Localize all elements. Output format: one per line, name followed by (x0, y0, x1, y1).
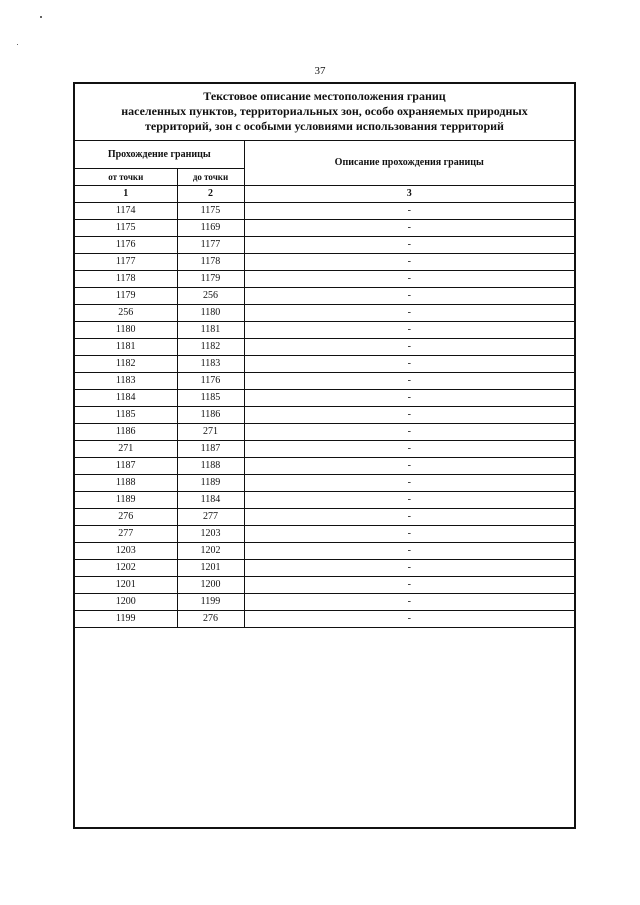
table-row (75, 509, 574, 526)
table-row (75, 373, 574, 390)
cell-from-point: 1182 (75, 356, 177, 373)
cell-to-point: 1169 (177, 220, 244, 237)
scan-speck (40, 16, 42, 18)
table-row (75, 322, 574, 339)
table-row (75, 271, 574, 288)
cell-description: - (244, 237, 574, 254)
cell-description: - (244, 373, 574, 390)
table-row (75, 560, 574, 577)
cell-to-point: 1188 (177, 458, 244, 475)
cell-to-point: 1185 (177, 390, 244, 407)
table-body (75, 203, 574, 628)
column-number: 2 (177, 186, 244, 203)
table-row (75, 441, 574, 458)
cell-from-point: 1180 (75, 322, 177, 339)
cell-description: - (244, 611, 574, 628)
cell-description: - (244, 492, 574, 509)
title-line: Текстовое описание местоположения границ (203, 89, 446, 103)
cell-from-point: 1199 (75, 611, 177, 628)
table-row (75, 254, 574, 271)
cell-description: - (244, 577, 574, 594)
table-row (75, 305, 574, 322)
cell-to-point: 276 (177, 611, 244, 628)
cell-to-point: 1180 (177, 305, 244, 322)
cell-to-point: 1187 (177, 441, 244, 458)
cell-from-point: 1185 (75, 407, 177, 424)
cell-from-point: 1203 (75, 543, 177, 560)
cell-to-point: 256 (177, 288, 244, 305)
table-row (75, 356, 574, 373)
cell-from-point: 1187 (75, 458, 177, 475)
cell-from-point: 1178 (75, 271, 177, 288)
cell-from-point: 1183 (75, 373, 177, 390)
cell-description: - (244, 203, 574, 220)
cell-description: - (244, 390, 574, 407)
cell-to-point: 1175 (177, 203, 244, 220)
cell-from-point: 1174 (75, 203, 177, 220)
table-row (75, 407, 574, 424)
cell-to-point: 1183 (177, 356, 244, 373)
cell-from-point: 1184 (75, 390, 177, 407)
table-header-row (75, 141, 574, 169)
cell-from-point: 1175 (75, 220, 177, 237)
cell-to-point: 1181 (177, 322, 244, 339)
cell-to-point: 1189 (177, 475, 244, 492)
cell-description: - (244, 339, 574, 356)
cell-to-point: 1200 (177, 577, 244, 594)
table-row (75, 220, 574, 237)
cell-description: - (244, 356, 574, 373)
table-row (75, 543, 574, 560)
header-description: Описание прохождения границы (244, 141, 574, 186)
cell-to-point: 277 (177, 509, 244, 526)
header-from-point: от точки (75, 169, 177, 186)
cell-from-point: 1189 (75, 492, 177, 509)
cell-description: - (244, 305, 574, 322)
cell-to-point: 1182 (177, 339, 244, 356)
cell-from-point: 276 (75, 509, 177, 526)
cell-to-point: 1179 (177, 271, 244, 288)
cell-to-point: 1184 (177, 492, 244, 509)
table-row (75, 577, 574, 594)
cell-to-point: 1178 (177, 254, 244, 271)
table-row (75, 492, 574, 509)
cell-description: - (244, 254, 574, 271)
title-line: территорий, зон с особыми условиями использования территорий (145, 119, 504, 133)
document-title (75, 84, 574, 140)
cell-description: - (244, 424, 574, 441)
cell-to-point: 271 (177, 424, 244, 441)
cell-from-point: 1200 (75, 594, 177, 611)
cell-description: - (244, 288, 574, 305)
table-row (75, 611, 574, 628)
header-to-point: до точки (177, 169, 244, 186)
cell-from-point: 1202 (75, 560, 177, 577)
cell-from-point: 256 (75, 305, 177, 322)
table-row (75, 424, 574, 441)
cell-to-point: 1199 (177, 594, 244, 611)
column-number: 1 (75, 186, 177, 203)
cell-description: - (244, 271, 574, 288)
cell-to-point: 1176 (177, 373, 244, 390)
cell-from-point: 1201 (75, 577, 177, 594)
cell-description: - (244, 441, 574, 458)
scan-speck (17, 44, 18, 45)
cell-to-point: 1202 (177, 543, 244, 560)
cell-description: - (244, 407, 574, 424)
cell-to-point: 1201 (177, 560, 244, 577)
cell-from-point: 1188 (75, 475, 177, 492)
cell-description: - (244, 560, 574, 577)
cell-to-point: 1177 (177, 237, 244, 254)
table-row (75, 594, 574, 611)
cell-from-point: 1177 (75, 254, 177, 271)
table-row (75, 390, 574, 407)
page-number: 37 (314, 65, 326, 77)
table-row (75, 526, 574, 543)
cell-to-point: 1186 (177, 407, 244, 424)
cell-description: - (244, 526, 574, 543)
table-row (75, 237, 574, 254)
table-row (75, 288, 574, 305)
cell-from-point: 1186 (75, 424, 177, 441)
table-row (75, 203, 574, 220)
boundary-table (75, 140, 574, 628)
boundary-description-frame (73, 82, 576, 829)
cell-from-point: 271 (75, 441, 177, 458)
cell-from-point: 1179 (75, 288, 177, 305)
cell-description: - (244, 509, 574, 526)
cell-from-point: 1181 (75, 339, 177, 356)
column-number: 3 (244, 186, 574, 203)
cell-from-point: 1176 (75, 237, 177, 254)
cell-description: - (244, 475, 574, 492)
cell-description: - (244, 220, 574, 237)
table-row (75, 475, 574, 492)
table-row (75, 339, 574, 356)
header-boundary-passage: Прохождение границы (75, 141, 244, 169)
cell-description: - (244, 458, 574, 475)
column-number-row (75, 186, 574, 203)
cell-description: - (244, 594, 574, 611)
cell-from-point: 277 (75, 526, 177, 543)
cell-description: - (244, 322, 574, 339)
cell-to-point: 1203 (177, 526, 244, 543)
cell-description: - (244, 543, 574, 560)
table-row (75, 458, 574, 475)
title-line: населенных пунктов, территориальных зон, особо охраняемых природных (121, 104, 528, 118)
